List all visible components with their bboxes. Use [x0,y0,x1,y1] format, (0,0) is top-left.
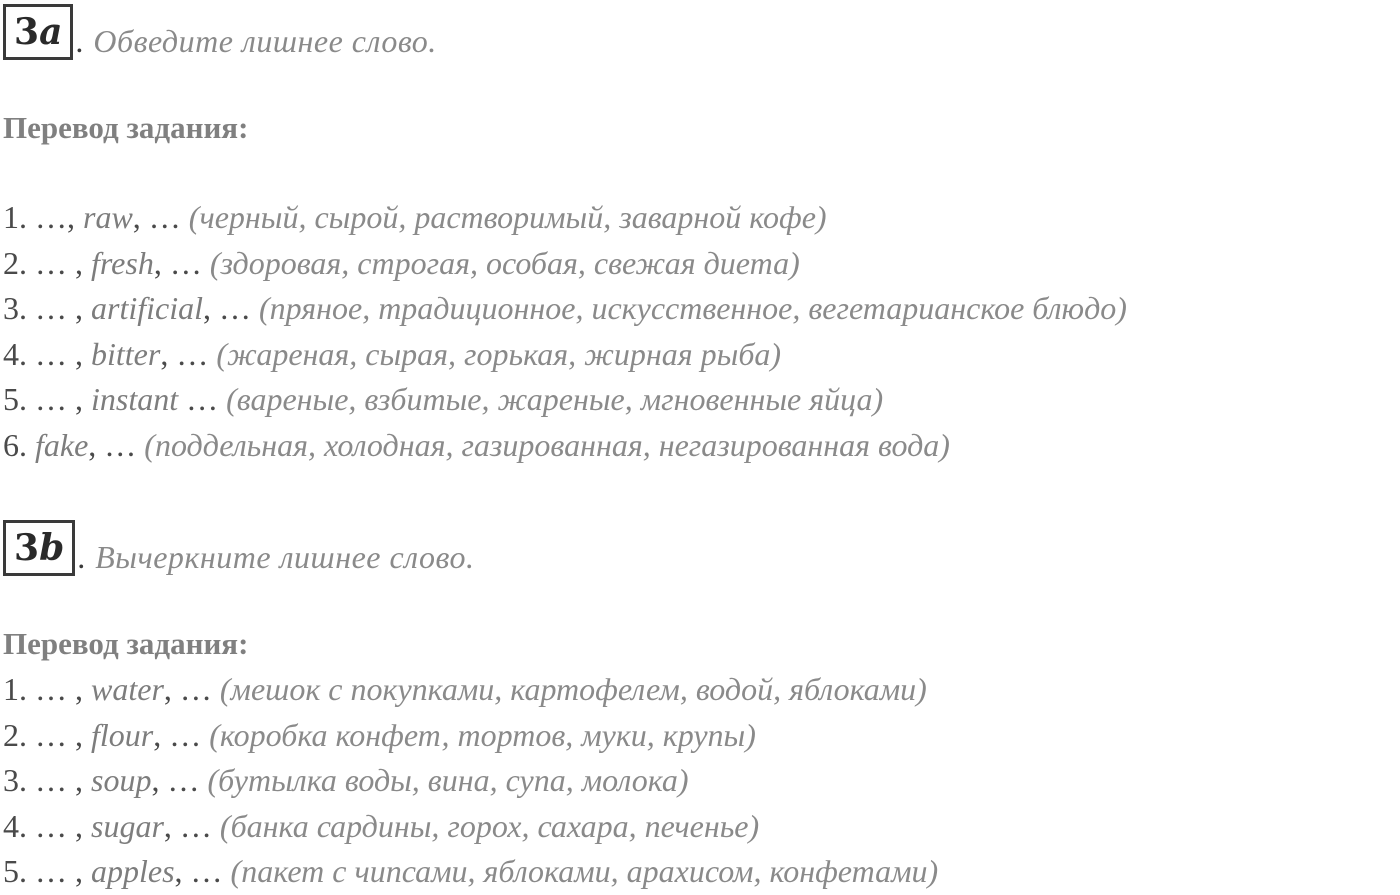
item-word: bitter [91,335,161,372]
item-suffix: , … [203,290,259,326]
task-b-number: 3 [14,527,40,569]
list-item [3,332,1127,378]
item-suffix: , … [132,199,189,235]
item-suffix: , … [151,762,208,798]
item-translation: (мешок с покупками, картофелем, водой, яблоками) [219,671,927,707]
task-a-list [3,195,1127,468]
item-translation: (жареная, сырая, горькая, жирная рыба) [216,335,782,372]
list-item [3,667,938,713]
list-item [3,423,1127,469]
item-word: artificial [91,290,203,326]
item-translation: (коробка конфет, тортов, муки, крупы) [209,716,756,753]
list-item [3,758,938,804]
task-a-number-box [3,4,73,60]
item-prefix: 2. … , [3,244,91,281]
task-a-letter: a [39,11,63,53]
item-translation: (здоровая, строгая, особая, свежая диета) [209,244,800,281]
task-a-instruction: Обведите лишнее слово. [93,23,437,59]
item-suffix: … [178,381,227,417]
item-suffix: , … [88,426,145,463]
task-b-translation-heading: Перевод задания: [3,626,249,661]
item-word: instant [91,381,179,417]
item-translation: (вареные, взбитые, жареные, мгновенные яйца) [226,381,884,417]
task-b-number-box [3,520,75,576]
item-word: soup [91,762,152,798]
item-prefix: 5. … , [3,853,91,889]
task-a-header [3,4,437,60]
item-translation: (пакет с чипсами, яблоками, арахисом, конфетами) [230,853,939,889]
item-suffix: , … [163,807,220,844]
item-word: raw [83,199,133,235]
item-prefix: 4. … , [3,335,91,372]
task-b-dot: . [77,539,86,575]
item-prefix: 5. … , [3,381,91,417]
item-suffix: , … [153,244,210,281]
item-word: flour [91,716,154,753]
item-word: water [91,671,164,707]
item-prefix: 1. … , [3,671,91,707]
list-item [3,713,938,759]
item-prefix: 6. [3,426,35,463]
item-translation: (поддельная, холодная, газированная, негазированная вода) [144,426,950,463]
task-b-list [3,667,938,895]
item-suffix: , … [160,335,217,372]
task-a-number: 3 [14,11,40,53]
list-item [3,286,1127,332]
list-item [3,804,938,850]
task-b-letter: b [39,527,65,569]
item-prefix: 3. … , [3,290,91,326]
task-b-header [3,520,474,576]
item-prefix: 3. … , [3,762,91,798]
list-item [3,849,938,895]
item-prefix: 2. … , [3,716,91,753]
task-a-translation-heading: Перевод задания: [3,110,249,145]
item-translation: (банка сардины, горох, сахара, печенье) [219,807,760,844]
item-prefix: 1. …, [3,199,83,235]
item-suffix: , … [153,716,210,753]
item-suffix: , … [163,671,220,707]
list-item [3,377,1127,423]
item-word: fresh [91,244,154,281]
item-word: apples [91,853,175,889]
task-a-dot: . [75,23,84,59]
list-item [3,195,1127,241]
item-word: sugar [91,807,164,844]
task-b-instruction: Вычеркните лишнее слово. [95,539,475,575]
item-translation: (черный, сырой, растворимый, заварной кофе) [188,199,827,235]
item-word: fake [35,426,89,463]
item-suffix: , … [174,853,231,889]
list-item [3,241,1127,287]
item-translation: (бутылка воды, вина, супа, молока) [207,762,689,798]
item-translation: (пряное, традиционное, искусственное, вегетарианское блюдо) [259,290,1127,326]
item-prefix: 4. … , [3,807,91,844]
